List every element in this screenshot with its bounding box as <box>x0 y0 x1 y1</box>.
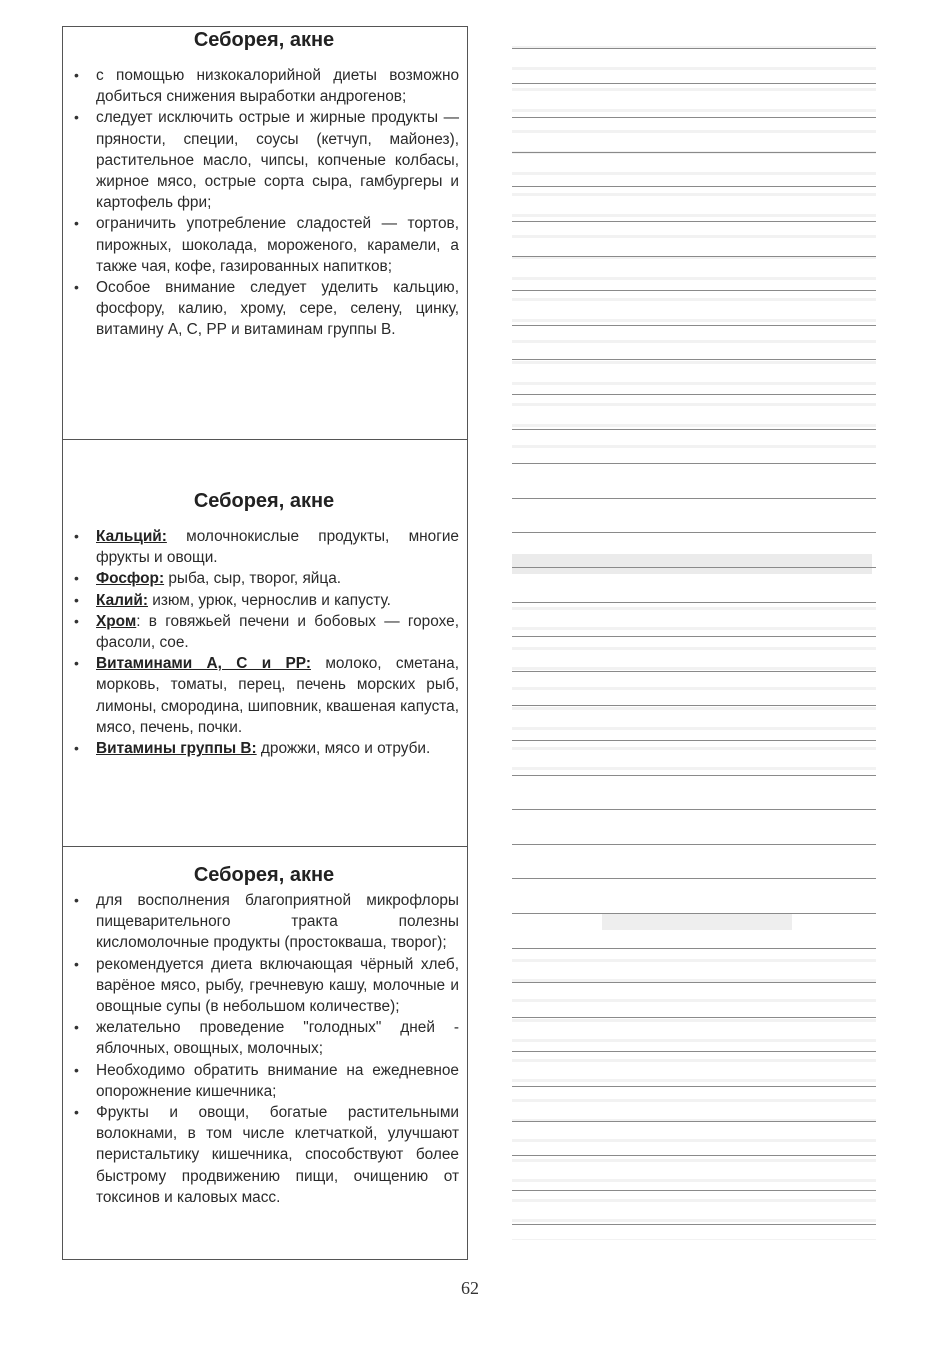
bullet-list <box>69 65 459 341</box>
list-item: • следует исключить острые и жирные продукты — пряности, специи, соусы (кетчуп, майонез), растительное масло, чипсы, копченые колбасы, жирное мясо, острые сорта сыра, гамбургеры и картофель фри; <box>69 107 459 213</box>
writing-line <box>512 1155 876 1156</box>
card-seborrhea-digestion <box>63 864 467 1208</box>
writing-line <box>512 740 876 741</box>
card-title: Себорея, акне <box>193 864 335 886</box>
nutrient-label: Хром <box>96 612 137 630</box>
list-item: • рекомендуется диета включающая чёрный хлеб, варёное мясо, рыбу, гречневую кашу, молочные и овощные супы (в небольшом количестве); <box>69 954 459 1018</box>
writing-line <box>512 359 876 360</box>
writing-line <box>512 256 876 257</box>
writing-line <box>512 671 876 672</box>
show-through-heading <box>602 914 792 930</box>
card-title: Себорея, акне <box>193 490 335 512</box>
writing-line <box>512 602 876 603</box>
writing-line <box>512 705 876 706</box>
writing-line <box>512 567 876 568</box>
list-item: • Витамины группы В: дрожжи, мясо и отруби. <box>69 738 459 759</box>
writing-line <box>512 394 876 395</box>
nutrient-label: Витаминами А, С и РР: <box>96 655 311 673</box>
writing-line <box>512 48 876 49</box>
writing-line <box>512 1017 876 1018</box>
show-through-block <box>512 598 876 770</box>
writing-line <box>512 809 876 810</box>
list-item: • Необходимо обратить внимание на ежедневное опорожнение кишечника; <box>69 1060 459 1102</box>
notes-cards-column <box>62 26 468 1260</box>
show-through-heading <box>512 554 872 574</box>
card-divider <box>63 439 467 440</box>
card-seborrhea-diet <box>63 29 467 341</box>
writing-line <box>512 463 876 464</box>
writing-line <box>512 325 876 326</box>
writing-line <box>512 982 876 983</box>
list-item: • Витаминами А, С и РР: молоко, сметана, морковь, томаты, перец, печень морских рыб, лимоны, смородина, шиповник, квашеная капуста, мясо, печень, почки. <box>69 653 459 738</box>
list-item: • Особое внимание следует уделить кальцию, фосфору, калию, хрому, сере, селену, цинку, витамину А, С, РР и витаминам группы В. <box>69 277 459 341</box>
writing-line <box>512 1190 876 1191</box>
nutrient-label: Витамины группы В: <box>96 740 257 758</box>
list-item: • для восполнения благоприятной микрофлоры пищеварительного тракта полезны кисломолочные продукты (простокваша, творог); <box>69 890 459 954</box>
writing-line <box>512 186 876 187</box>
page-number: 62 <box>461 1278 479 1298</box>
writing-line <box>512 117 876 118</box>
writing-line <box>512 1051 876 1052</box>
writing-line <box>512 83 876 84</box>
bullet-list <box>69 890 459 1208</box>
writing-line <box>512 1121 876 1122</box>
show-through-block <box>512 950 876 1240</box>
bullet-list <box>69 526 459 759</box>
list-item: • Фрукты и овощи, богатые растительными волокнами, в том числе клетчаткой, улучшают перистальтику кишечника, способствуют более быстрому продвижению пищи, очищению от токсинов и каловых масс. <box>69 1102 459 1208</box>
list-item: • Фосфор: рыба, сыр, творог, яйца. <box>69 568 459 589</box>
nutrient-label: Кальций: <box>96 528 167 545</box>
writing-line <box>512 152 876 153</box>
writing-line <box>512 844 876 845</box>
list-item: • ограничить употребление сладостей — тортов, пирожных, шоколада, мороженого, карамели, а также чая, кофе, газированных напитков; <box>69 213 459 277</box>
writing-line <box>512 1086 876 1087</box>
writing-line <box>512 775 876 776</box>
card-divider <box>63 846 467 847</box>
list-item: • желательно проведение "голодных" дней - яблочных, овощных, молочных; <box>69 1017 459 1059</box>
writing-line <box>512 429 876 430</box>
card-seborrhea-nutrients <box>63 490 467 759</box>
writing-line <box>512 878 876 879</box>
writing-line <box>512 1224 876 1225</box>
writing-line <box>512 636 876 637</box>
nutrient-label: Калий: <box>96 591 148 609</box>
writing-line <box>512 221 876 222</box>
list-item: • Хром: в говяжьей печени и бобовых — горохе, фасоли, сое. <box>69 611 459 653</box>
writing-line <box>512 532 876 533</box>
writing-line <box>512 290 876 291</box>
list-item: • с помощью низкокалорийной диеты возможно добиться снижения выработки андрогенов; <box>69 65 459 107</box>
nutrient-label: Фосфор: <box>96 570 165 588</box>
list-item: • Кальций: молочнокислые продукты, многие фрукты и овощи. <box>69 526 459 568</box>
ruled-notes-column <box>512 30 878 1250</box>
show-through-block <box>512 36 876 456</box>
card-title: Себорея, акне <box>193 29 335 51</box>
list-item: • Калий: изюм, урюк, чернослив и капусту. <box>69 590 459 611</box>
writing-line <box>512 498 876 499</box>
writing-line <box>512 948 876 949</box>
writing-line <box>512 913 876 914</box>
